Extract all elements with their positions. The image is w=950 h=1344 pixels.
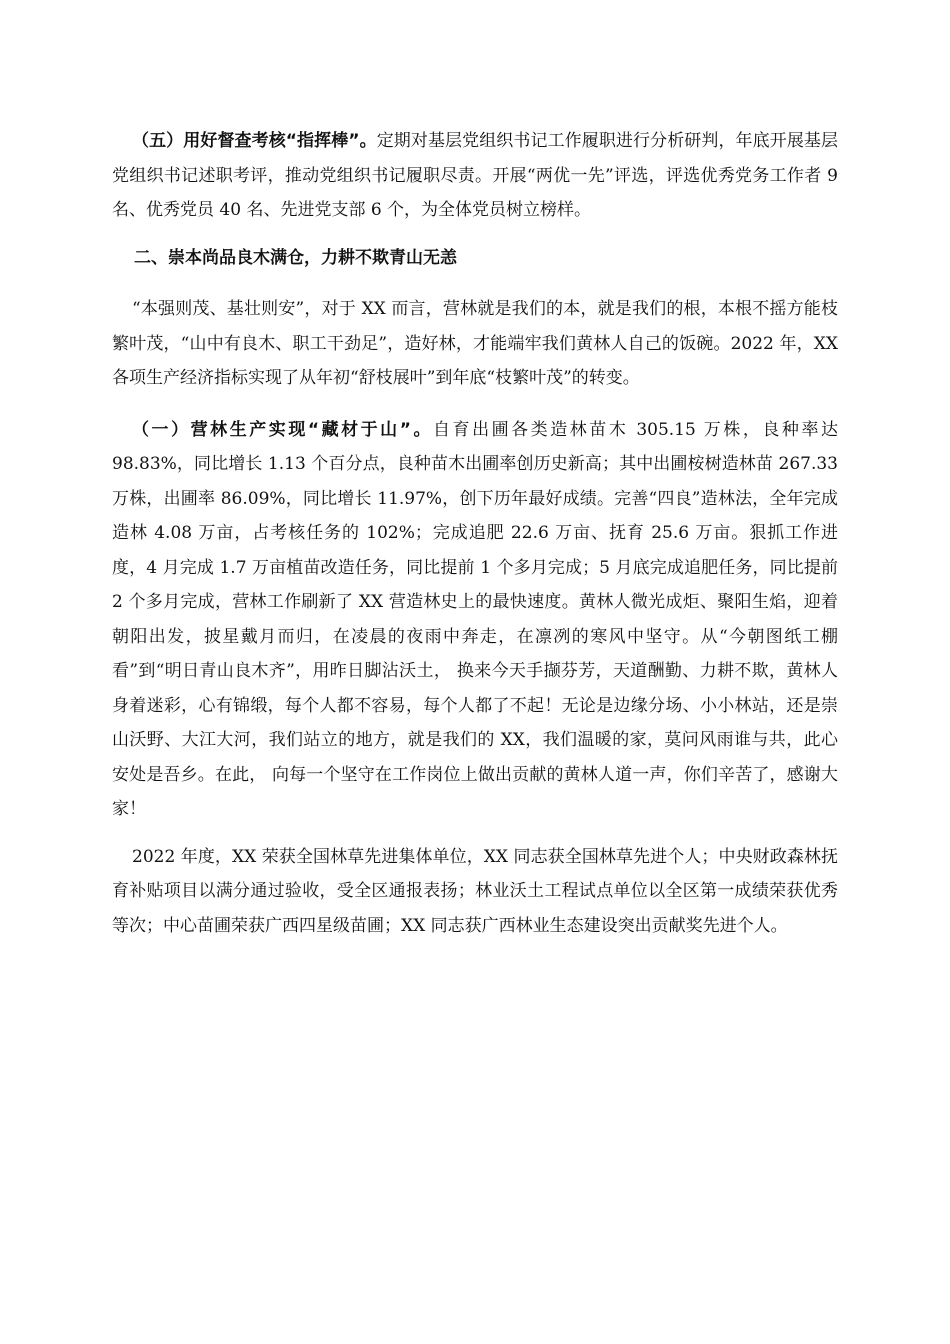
section-1-paragraph [112,413,838,827]
section-5-body: 定期对基层党组织书记工作履职进行分析研判，年底开展基层党组织书记述职考评，推动党组织书记履职尽责。开展“两优一先”评选，评选优秀党务工作者 9 名、优秀党员 40 名、先进党支部 6 个，为全体党员树立榜样。 [112,131,838,220]
section-1-lead: （一）营林生产实现“藏材于山”。 [132,419,433,440]
spacer [112,228,838,241]
awards-paragraph: 2022 年度，XX 荣获全国林草先进集体单位，XX 同志获全国林草先进个人；中央财政森林抚育补贴项目以满分通过验收，受全区通报表扬；林业沃土工程试点单位以全区第一成绩荣获优秀等次；中心苗圃荣获广西四星级苗圃；XX 同志获广西林业生态建设突出贡献奖先进个人。 [112,846,838,936]
intro-paragraph: “本强则茂、基壮则安”，对于 XX 而言，营林就是我们的本，就是我们的根，本根不摇方能枝繁叶茂，“山中有良木、职工干劲足”，造好林，才能端牢我们黄林人自己的饭碗。2022 年，XX 各项生产经济指标实现了从年初“舒枝展叶”到年底“枝繁叶茂”的转变。 [112,299,838,388]
spacer [112,827,838,840]
section-5-lead: （五）用好督查考核“指挥棒”。 [132,131,377,151]
spacer [112,396,838,413]
section-heading-2: 二、崇本尚品良木满仓，力耕不欺青山无恙 [134,247,457,268]
document-body [112,124,838,943]
section-5-paragraph [112,124,838,228]
spacer [112,275,838,292]
section-1-body: 自育出圃各类造林苗木 305.15 万株，良种率达 98.83%，同比增长 1.13 个百分点，良种苗木出圃率创历史新高；其中出圃桉树造林苗 267.33 万株，出圃率 86.09%，同比增长 11.97%，创下历年最好成绩。完善“四良”造林法，全年完成造林 4.08 万亩，占考核任务的 102%；完成追肥 22.6 万亩、抚育 25.6 万亩。狠抓工作进度，4 月完成 1.7 万亩植苗改造任务，同比提前 1 个多月完成；5 月底完成追肥任务，同比提前 2 个多月完成，营林工作刷新了 XX 营造林史上的最快速度。黄林人微光成炬、聚阳生焰，迎着朝阳出发，披星戴月而归，在凌晨的夜雨中奔走，在凛冽的寒风中坚守。从“今朝图纸工棚看”到“明日青山良木齐”，用昨日脚沾沃土， 换来今天手撷芬芳，天道酬勤、力耕不欺，黄林人身着迷彩，心有锦缎，每个人都不容易，每个人都了不起！无论是边缘分场、小小林站，还是崇山沃野、大江大河，我们站立的地方，就是我们的 XX，我们温暖的家，莫问风雨谁与共，此心安处是吾乡。在此， 向每一个坚守在工作岗位上做出贡献的黄林人道一声，你们辛苦了，感谢大家！ [112,419,838,819]
